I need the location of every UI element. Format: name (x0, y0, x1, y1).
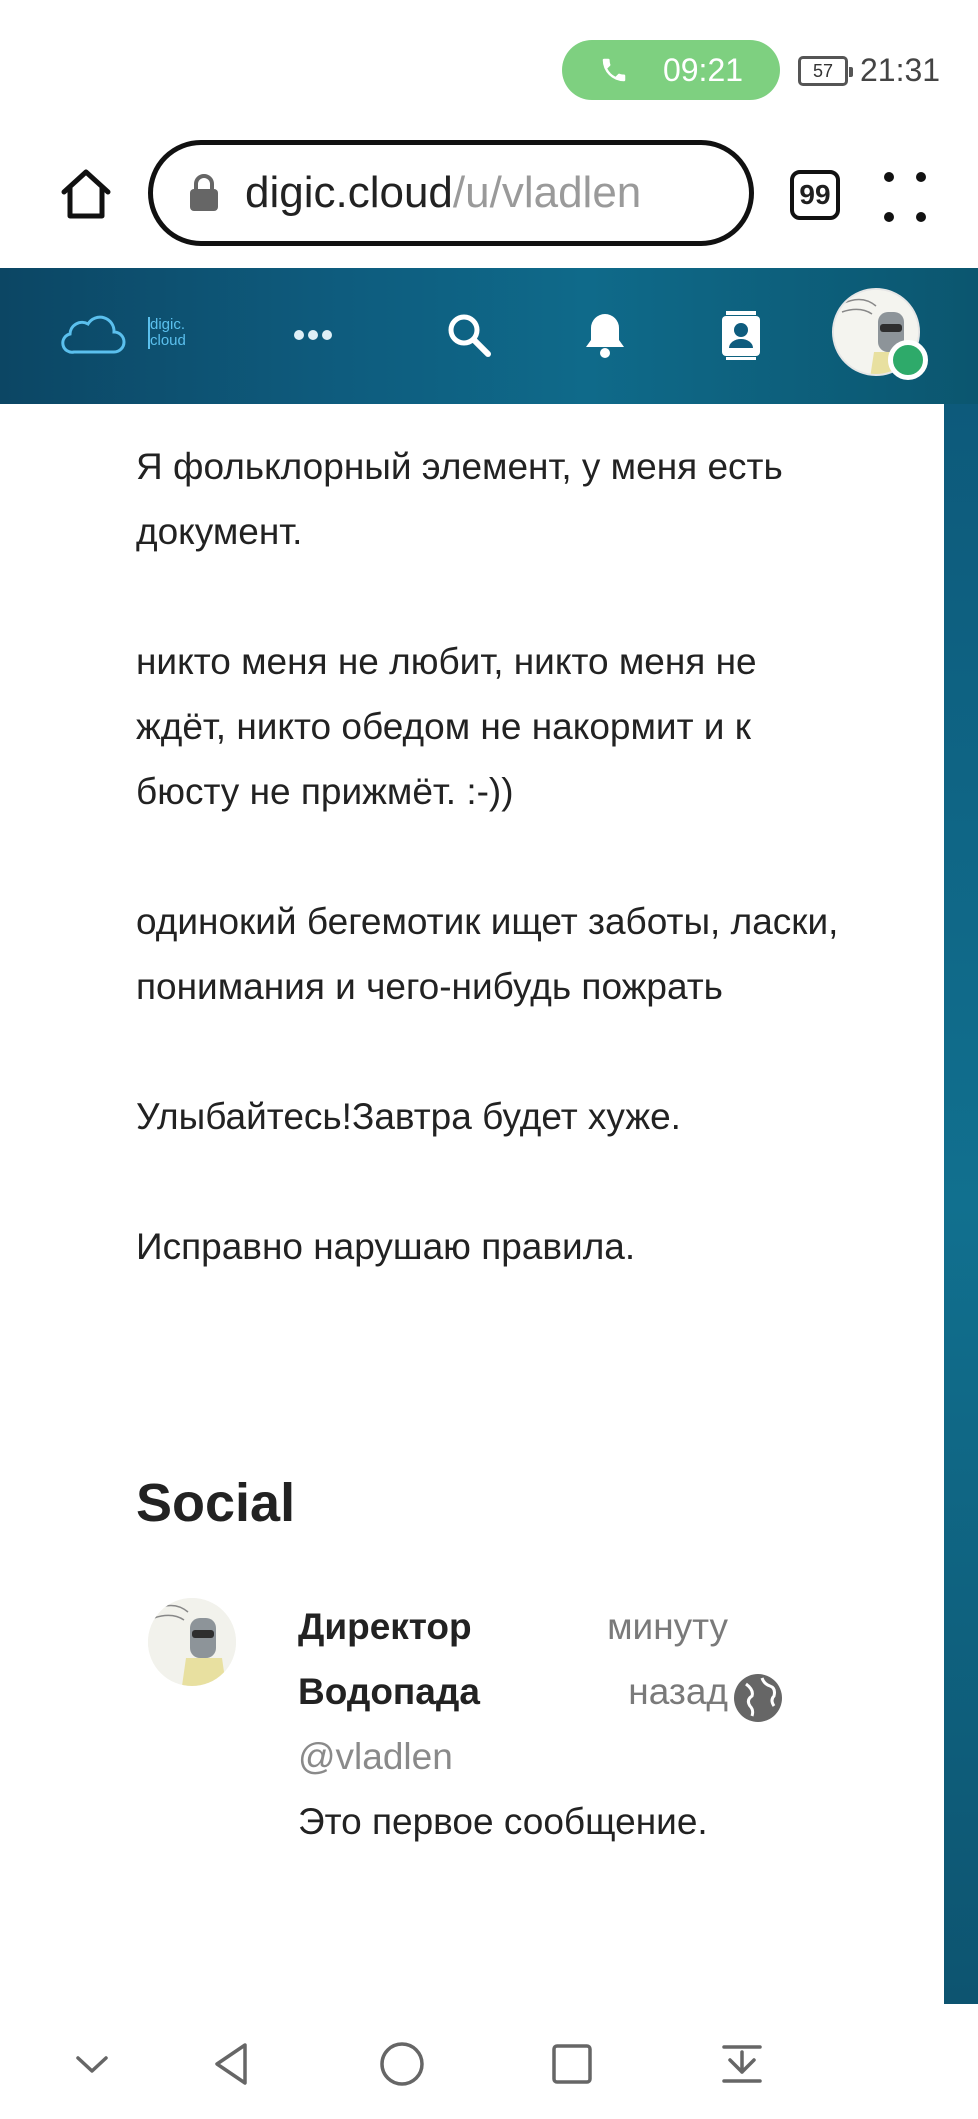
tab-count: 99 (799, 179, 831, 210)
user-avatar-button[interactable] (832, 288, 924, 380)
bio-paragraph: никто меня не любит, никто меня не ждёт, никто обедом не накормит и к бюсту не прижмёт. :-)) (136, 641, 757, 812)
bio-paragraph: Улыбайтесь!Завтра будет хуже. (136, 1096, 681, 1137)
recents-icon[interactable] (542, 2034, 602, 2094)
post-author-handle[interactable]: @vladlen (298, 1736, 453, 1777)
system-navigation-bar (0, 2004, 978, 2119)
phone-icon (599, 55, 629, 85)
logo-line1: digic. (150, 316, 186, 333)
post-author-name[interactable]: Директор Водопада (298, 1606, 480, 1712)
status-bar (0, 0, 978, 130)
post-author-avatar[interactable] (148, 1598, 236, 1686)
address-bar[interactable] (148, 140, 754, 246)
battery-icon (798, 56, 848, 86)
cloud-icon (58, 308, 128, 358)
social-post[interactable] (148, 1594, 908, 1844)
browser-toolbar (0, 130, 978, 268)
ongoing-call-pill[interactable] (562, 40, 780, 100)
status-clock: 21:31 (860, 52, 941, 88)
page-background (944, 404, 978, 2004)
home-icon[interactable] (56, 164, 116, 224)
notification-pull-icon[interactable] (712, 2034, 772, 2094)
globe-icon (732, 1672, 784, 1724)
home-circle-icon[interactable] (372, 2034, 432, 2094)
battery-level: 57 (812, 60, 834, 81)
contacts-icon[interactable] (714, 308, 768, 362)
online-status-dot (888, 340, 928, 380)
post-body: Это первое сообщение. (298, 1801, 708, 1842)
site-header (0, 268, 978, 404)
call-timer: 09:21 (662, 51, 744, 88)
browser-menu-icon[interactable] (882, 170, 930, 226)
logo-line2: cloud (150, 332, 186, 349)
search-icon[interactable] (442, 308, 496, 362)
url-text (245, 168, 641, 218)
url-path: /u/vladlen (452, 168, 642, 217)
back-icon[interactable] (202, 2034, 262, 2094)
tabs-button[interactable] (790, 170, 840, 220)
site-logo[interactable] (58, 308, 186, 358)
profile-bio (136, 434, 856, 1279)
bio-paragraph: одинокий бегемотик ищет заботы, ласки, понимания и чего-нибудь пожрать (136, 901, 839, 1007)
bell-icon[interactable] (578, 308, 632, 362)
lock-icon (187, 173, 221, 213)
post-timestamp[interactable]: минуту назад (607, 1606, 728, 1712)
bio-paragraph: Я фольклорный элемент, у меня есть документ. (136, 446, 783, 552)
more-dots-icon[interactable] (286, 308, 340, 362)
social-heading: Social (136, 1473, 296, 1533)
logo-text (148, 317, 186, 349)
chevron-down-icon[interactable] (62, 2034, 122, 2094)
profile-content (0, 404, 944, 2004)
bio-paragraph: Исправно нарушаю правила. (136, 1226, 636, 1267)
url-domain: digic.cloud (245, 168, 453, 217)
